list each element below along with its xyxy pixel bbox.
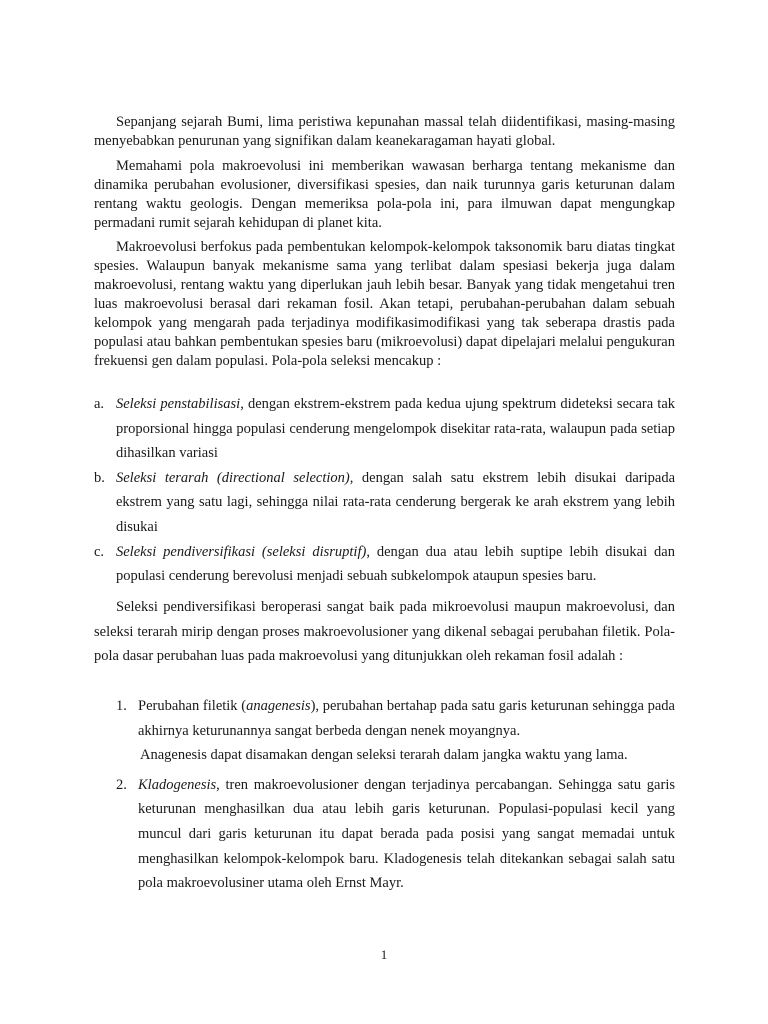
list-text: ), perubahan bertahap pada satu garis keturunan sehingga pada akhirnya keturunannya sangat berbeda dengan nenek moyangnya.: [138, 698, 675, 739]
list-item: [94, 466, 675, 540]
list-marker: 1.: [116, 698, 127, 714]
list-term: Kladogenesis: [138, 776, 217, 793]
list-text: , dengan ekstrem-ekstrem pada kedua ujung spektrum dideteksi secara tak proporsional hingga populasi cenderung mengelompok disekitar rata-rata, walaupun pada setiap dihasilkan variasi: [116, 396, 676, 462]
list-term: Seleksi terarah (directional selection): [116, 469, 350, 486]
list-text: , dengan salah satu ekstrem lebih disukai daripada ekstrem yang satu lagi, sehingga nilai rata-rata cenderung bergerak ke arah ekstrem yang lebih disukai: [116, 469, 676, 535]
list-text: , tren makroevolusioner dengan terjadinya percabangan. Sehingga satu garis keturunan menghasilkan dua atau lebih garis keturunan. Populasi-populasi kecil yang muncul dari garis keturunan itu dapat berada pada posisi yang sangat memadai untuk menghasilkan kelompok-kelompok baru. Kladogenesis telah ditekankan sebagai salah satu pola makroevolusiner utama oleh Ernst Mayr.: [138, 776, 675, 892]
paragraph-3: Makroevolusi berfokus pada pembentukan kelompok-kelompok taksonomik baru diatas tingkat spesies. Walaupun banyak mekanisme sama yang terlibat dalam spesiasi bekerja juga dalam makroevolusi, rentang waktu yang diperlukan jauh lebih besar. Banyak yang tidak mengetahui tren luas makroevolusi berasal dari rekaman fosil. Akan tetapi, perubahan-perubahan dalam sebuah kelompok yang mengarah pada terjadinya modifikasimodifikasi yang tak seberapa drastis pada populasi atau bahkan pembentukan spesies baru (mikroevolusi) dapat dipelajari melalui pengukuran frekuensi gen dalam populasi. Pola-pola seleksi mencakup :: [94, 239, 675, 369]
list-text: , dengan dua atau lebih suptipe lebih disukai dan populasi cenderung berevolusi menjadi sebuah subkelompok ataupun spesies baru.: [116, 543, 675, 585]
list-extra: Anagenesis dapat disamakan dengan seleksi terarah dalam jangka waktu yang lama.: [140, 747, 628, 764]
list-item: [116, 694, 675, 768]
paragraph-4: Seleksi pendiversifikasi beroperasi sangat baik pada mikroevolusi maupun makroevolusi, dan seleksi terarah mirip dengan proses makroevolusioner yang dikenal sebagai perubahan filetik. Pola-pola dasar perubahan luas pada makroevolusi yang ditunjukkan oleh rekaman fosil adalah :: [94, 599, 675, 665]
pattern-list: [116, 694, 675, 896]
selection-list: [94, 392, 675, 589]
list-item: [94, 540, 675, 589]
list-marker: a.: [94, 396, 105, 412]
list-term: anagenesis: [246, 698, 311, 714]
list-term: Seleksi penstabilisasi: [116, 396, 241, 412]
paragraph-2: Memahami pola makroevolusi ini memberikan wawasan berharga tentang mekanisme dan dinamika perubahan evolusioner, diversifikasi spesies, dan naik turunnya garis keturunan dalam rentang waktu geologis. Dengan memeriksa pola-pola ini, para ilmuwan dapat mengungkap permadani rumit sejarah kehidupan di planet kita.: [94, 158, 675, 231]
list-item: [116, 773, 675, 896]
list-marker: 2.: [116, 776, 127, 793]
list-marker: c.: [94, 543, 105, 560]
list-term: Seleksi pendiversifikasi (seleksi disruptif): [116, 543, 367, 560]
page-number: 1: [380, 947, 388, 962]
list-pre: Perubahan filetik (: [138, 698, 247, 714]
paragraph-1: Sepanjang sejarah Bumi, lima peristiwa kepunahan massal telah diidentifikasi, masing-masing menyebabkan penurunan yang signifikan dalam keanekaragaman hayati global.: [94, 114, 675, 149]
list-item: [94, 392, 675, 466]
list-marker: b.: [94, 469, 105, 486]
